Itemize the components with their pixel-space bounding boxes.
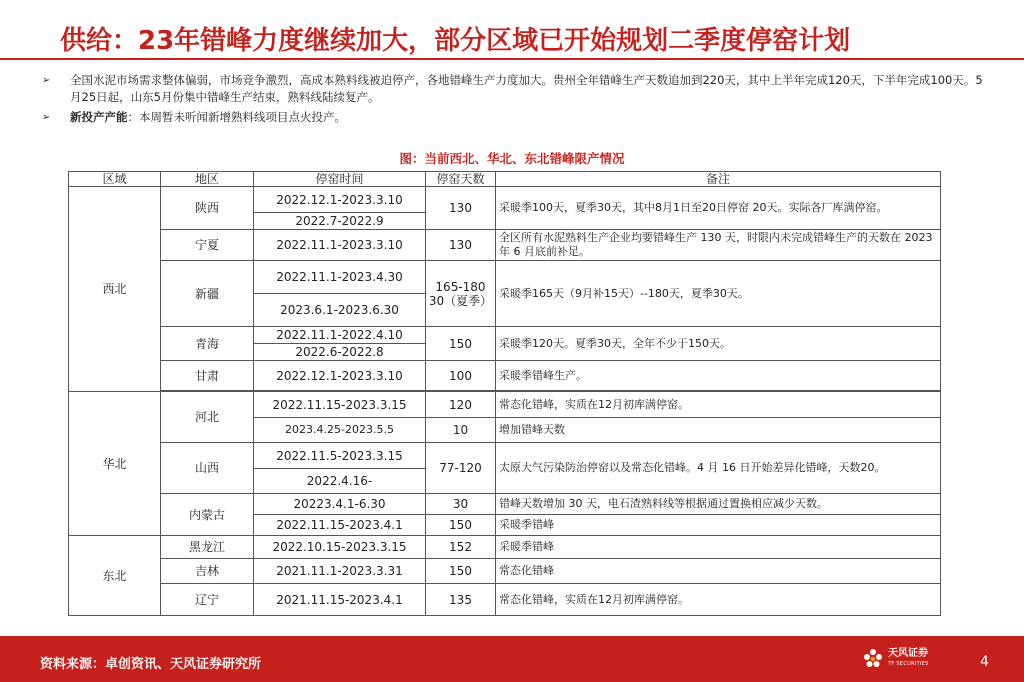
note-cell: 错峰天数增加 30 天，电石渣熟料线等根据通过置换相应减少天数。 [496, 494, 941, 515]
table-row [69, 536, 941, 559]
days-cell: 165-180 30（夏季） [426, 261, 496, 327]
period-cell: 2022.11.1-2023.3.10 [254, 230, 426, 261]
footer-source: 资料来源：卓创资讯、天风证券研究所 [40, 657, 262, 672]
area-cell: 宁夏 [161, 230, 254, 261]
table-row [69, 584, 941, 616]
bullet-text: 全国水泥市场需求整体偏弱，市场竞争激烈，高成本熟料线被迫停产，各地错峰生产力度加大。贵州全年错峰生产天数追加到220天，其中上半年完成120天，下半年完成100天。5月25日起，山东5月份集中错峰生产结束，熟料线陆续复产。 [70, 73, 983, 104]
note-cell: 全区所有水泥熟料生产企业均要错峰生产 130 天，时限内未完成错峰生产的天数在 2023 年 6 月底前补足。 [496, 230, 941, 261]
tf-flower-logo-icon [862, 648, 884, 670]
note-cell: 采暖季错峰 [496, 515, 941, 536]
area-cell: 甘肃 [161, 361, 254, 391]
days-cell: 100 [426, 361, 496, 391]
period-cell: 2022.7-2022.9 [254, 213, 426, 230]
note-cell: 采暖季100天，夏季30天，其中8月1日至20日停窑 20天。实际各厂库满停窑。 [496, 187, 941, 230]
table-row [69, 559, 941, 584]
table-row [69, 230, 941, 261]
days-cell: 150 [426, 327, 496, 361]
days-cell: 135 [426, 584, 496, 616]
bullet-text: ：本周暂未听闻新增熟料线项目点火投产。 [127, 110, 346, 124]
logo-name: 天风证券 [888, 648, 928, 659]
days-cell: 130 [426, 187, 496, 230]
days-cell: 10 [426, 418, 496, 443]
note-cell: 采暖季120天。夏季30天，全年不少于150天。 [496, 327, 941, 361]
period-cell: 2022.11.15-2023.4.1 [254, 515, 426, 536]
days-cell: 150 [426, 559, 496, 584]
area-cell: 黑龙江 [161, 536, 254, 559]
period-cell: 2022.11.15-2023.3.15 [254, 392, 426, 418]
note-cell: 太原大气污染防治停窑以及常态化错峰。4 月 16 日开始差异化错峰，天数20。 [496, 443, 941, 494]
bullet-item [42, 109, 992, 126]
header-area: 地区 [161, 172, 254, 187]
period-cell: 2022.12.1-2023.3.10 [254, 361, 426, 391]
period-cell: 2022.12.1-2023.3.10 [254, 187, 426, 213]
days-cell: 77-120 [426, 443, 496, 494]
header-period: 停窑时间 [254, 172, 426, 187]
area-cell: 吉林 [161, 559, 254, 584]
page-number: 4 [980, 654, 989, 670]
area-cell: 陕西 [161, 187, 254, 230]
days-cell: 120 [426, 392, 496, 418]
bullet-item [42, 72, 992, 106]
period-cell: 2022.11.1-2022.4.10 [254, 327, 426, 344]
note-cell: 常态化错峰，实质在12月初库满停窑。 [496, 392, 941, 418]
days-cell: 150 [426, 515, 496, 536]
region-cell: 东北 [69, 536, 161, 616]
table-row [69, 494, 941, 515]
title-divider [0, 58, 1024, 60]
area-cell: 河北 [161, 392, 254, 443]
period-cell: 2023.4.25-2023.5.5 [254, 418, 426, 443]
period-cell: 2022.10.15-2023.3.15 [254, 536, 426, 559]
period-cell: 2022.11.5-2023.3.15 [254, 443, 426, 469]
logo-subtitle: TF SECURITIES [888, 661, 929, 667]
period-cell: 2023.6.1-2023.6.30 [254, 294, 426, 327]
days-cell: 130 [426, 230, 496, 261]
note-cell: 常态化错峰 [496, 559, 941, 584]
note-cell: 采暖季错峰 [496, 536, 941, 559]
arrow-bullet-icon: ➢ [42, 112, 51, 123]
region-cell: 西北 [69, 187, 161, 392]
table-row [69, 361, 941, 391]
table-row [69, 327, 941, 344]
area-cell: 内蒙古 [161, 494, 254, 536]
period-cell: 2022.4.16- [254, 469, 426, 494]
table-row [69, 443, 941, 469]
table-row [69, 187, 941, 213]
page-title: 供给：23年错峰力度继续加大，部分区域已开始规划二季度停窑计划 [60, 26, 851, 56]
region-cell: 华北 [69, 392, 161, 536]
days-cell: 30 [426, 494, 496, 515]
note-cell: 采暖季165天（9月补15天）--180天，夏季30天。 [496, 261, 941, 327]
table-header-row [69, 172, 941, 187]
area-cell: 新疆 [161, 261, 254, 327]
period-cell: 2022.6-2022.8 [254, 344, 426, 361]
area-cell: 辽宁 [161, 584, 254, 616]
header-region: 区域 [69, 172, 161, 187]
shutdown-table [68, 171, 941, 616]
header-days: 停窑天数 [426, 172, 496, 187]
days-cell: 152 [426, 536, 496, 559]
note-cell: 常态化错峰，实质在12月初库满停窑。 [496, 584, 941, 616]
area-cell: 青海 [161, 327, 254, 361]
bullet-bold-label: 新投产产能 [70, 110, 128, 124]
note-cell: 增加错峰天数 [496, 418, 941, 443]
period-cell: 2022.11.1-2023.4.30 [254, 261, 426, 294]
table-caption: 图：当前西北、华北、东北错峰限产情况 [399, 151, 625, 166]
period-cell: 2021.11.1-2023.3.31 [254, 559, 426, 584]
header-note: 备注 [496, 172, 941, 187]
brand-logo [862, 648, 929, 670]
bullet-list [42, 72, 992, 129]
arrow-bullet-icon: ➢ [42, 75, 51, 86]
note-cell: 采暖季错峰生产。 [496, 361, 941, 391]
area-cell: 山西 [161, 443, 254, 494]
table-row [69, 261, 941, 294]
period-cell: 20223.4.1-6.30 [254, 494, 426, 515]
table-row [69, 392, 941, 418]
period-cell: 2021.11.15-2023.4.1 [254, 584, 426, 616]
